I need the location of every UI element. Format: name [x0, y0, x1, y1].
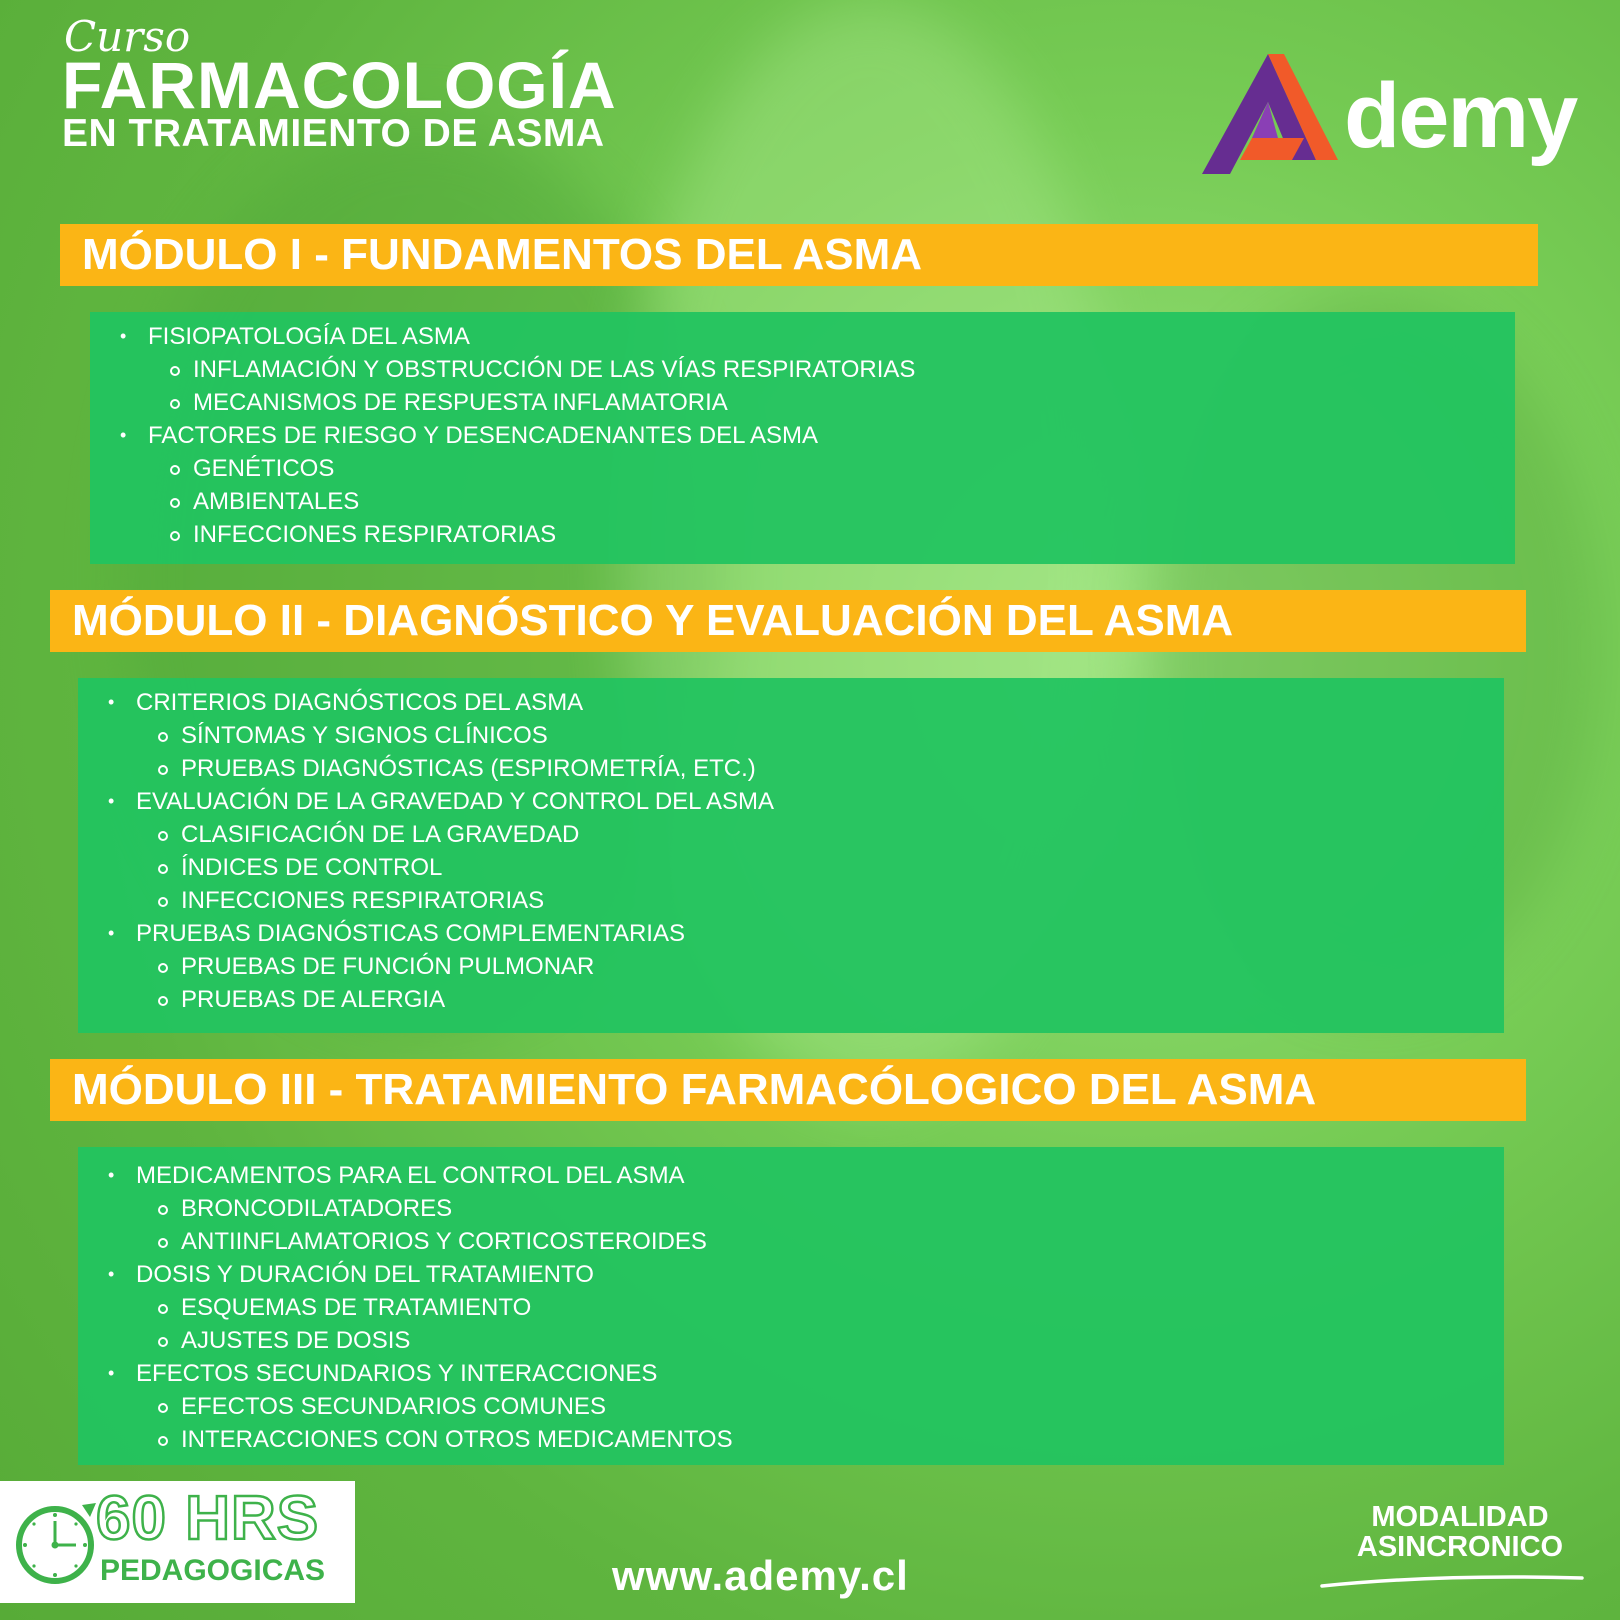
list-subitem: INTERACCIONES CON OTROS MEDICAMENTOS	[78, 1423, 1504, 1456]
list-subitem: EFECTOS SECUNDARIOS COMUNES	[78, 1390, 1504, 1423]
logo-text: demy	[1344, 65, 1577, 167]
module-1-content	[90, 312, 1515, 564]
hours-badge	[0, 1481, 355, 1603]
list-item: • MEDICAMENTOS PARA EL CONTROL DEL ASMA	[78, 1159, 1504, 1192]
course-label: Curso	[64, 12, 191, 61]
clock-icon	[12, 1495, 98, 1587]
hours-value: 60 HRS	[96, 1484, 320, 1553]
ademy-a-logo-icon	[1196, 50, 1356, 190]
list-subitem: GENÉTICOS	[90, 452, 1515, 485]
list-subitem: CLASIFICACIÓN DE LA GRAVEDAD	[78, 818, 1504, 851]
module-3-content	[78, 1147, 1504, 1465]
list-subitem: AJUSTES DE DOSIS	[78, 1324, 1504, 1357]
list-subitem: PRUEBAS DIAGNÓSTICAS (ESPIROMETRÍA, ETC.)	[78, 752, 1504, 785]
list-item: • EFECTOS SECUNDARIOS Y INTERACCIONES	[78, 1357, 1504, 1390]
list-subitem: ESQUEMAS DE TRATAMIENTO	[78, 1291, 1504, 1324]
list-item: • FACTORES DE RIESGO Y DESENCADENANTES DEL ASMA	[90, 419, 1515, 452]
modality-line-1: MODALIDAD	[1371, 1501, 1549, 1533]
website-link[interactable]: www.ademy.cl	[612, 1552, 909, 1599]
list-subitem: INFECCIONES RESPIRATORIAS	[78, 884, 1504, 917]
list-subitem: MECANISMOS DE RESPUESTA INFLAMATORIA	[90, 386, 1515, 419]
module-2-title: MÓDULO II - DIAGNÓSTICO Y EVALUACIÓN DEL ASMA	[50, 590, 1526, 652]
list-subitem: AMBIENTALES	[90, 485, 1515, 518]
course-subtitle: EN TRATAMIENTO DE ASMA	[62, 112, 605, 155]
list-item: • CRITERIOS DIAGNÓSTICOS DEL ASMA	[78, 686, 1504, 719]
list-subitem: PRUEBAS DE ALERGIA	[78, 983, 1504, 1016]
list-item: • FISIOPATOLOGÍA DEL ASMA	[90, 320, 1515, 353]
list-subitem: INFLAMACIÓN Y OBSTRUCCIÓN DE LAS VÍAS RESPIRATORIAS	[90, 353, 1515, 386]
list-item: • PRUEBAS DIAGNÓSTICAS COMPLEMENTARIAS	[78, 917, 1504, 950]
hours-label: PEDAGOGICAS	[100, 1554, 326, 1587]
modality-label	[1330, 1502, 1590, 1562]
list-subitem: INFECCIONES RESPIRATORIAS	[90, 518, 1515, 551]
list-subitem: BRONCODILATADORES	[78, 1192, 1504, 1225]
course-title: FARMACOLOGÍA	[62, 48, 617, 122]
module-2-content	[78, 678, 1504, 1033]
module-3-title: MÓDULO III - TRATAMIENTO FARMACÓLOGICO DEL ASMA	[50, 1059, 1526, 1121]
list-subitem: ANTIINFLAMATORIOS Y CORTICOSTEROIDES	[78, 1225, 1504, 1258]
modality-underline	[1318, 1570, 1586, 1590]
course-header	[62, 14, 617, 154]
list-item: • EVALUACIÓN DE LA GRAVEDAD Y CONTROL DEL ASMA	[78, 785, 1504, 818]
list-item: • DOSIS Y DURACIÓN DEL TRATAMIENTO	[78, 1258, 1504, 1291]
list-subitem: ÍNDICES DE CONTROL	[78, 851, 1504, 884]
list-subitem: SÍNTOMAS Y SIGNOS CLÍNICOS	[78, 719, 1504, 752]
ademy-logo	[1196, 50, 1577, 190]
modality-line-2: ASINCRONICO	[1356, 1531, 1564, 1563]
list-subitem: PRUEBAS DE FUNCIÓN PULMONAR	[78, 950, 1504, 983]
module-1-title: MÓDULO I - FUNDAMENTOS DEL ASMA	[60, 224, 1538, 286]
